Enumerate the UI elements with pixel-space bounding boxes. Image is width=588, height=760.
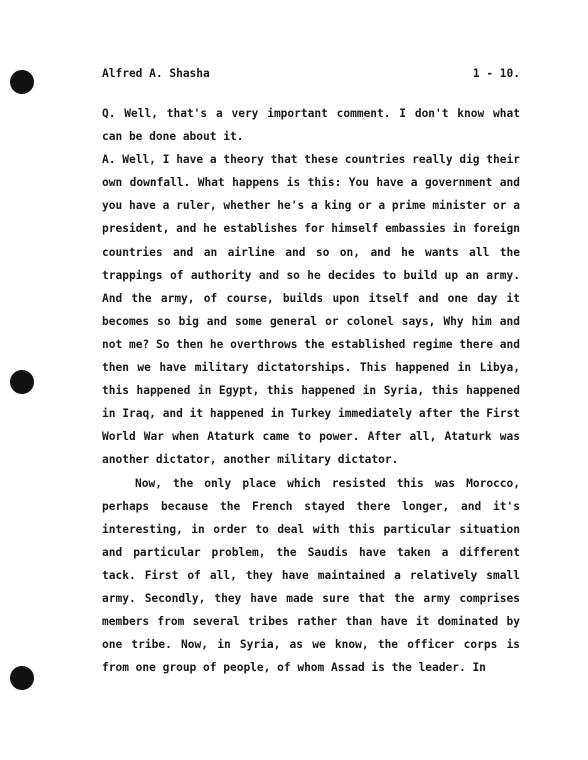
question-paragraph: Q. Well, that's a very important comment. I don't know what can be done about it. <box>102 107 520 144</box>
punch-hole-bottom <box>10 666 34 690</box>
answer-continuation-paragraph: Now, the only place which resisted this was Morocco, perhaps because the French stayed there longer, and it's interesting, in order to deal with this particular situation and particular problem, the Saudis have taken a different tack. First of all, they have maintained a relatively small army. Secondly, they have made sure that the army comprises members from several tribes rather than have it dominated by one tribe. Now, in Syria, as we know, the officer corps is from one group of people, of whom Assad is the leader. In <box>102 476 520 675</box>
page-header <box>102 64 520 84</box>
header-page-number: 1 - 10. <box>472 67 520 80</box>
transcript-page <box>102 64 520 679</box>
punch-hole-middle <box>10 370 34 394</box>
answer-paragraph: A. Well, I have a theory that these countries really dig their own downfall. What happens is this: You have a government and you have a ruler, whether he's a king or a prime minister or a president, and he establishes for himself embassies in foreign countries and an airline and so on, and he wants all the trappings of authority and so he decides to build up an army. And the army, of course, builds upon itself and one day it becomes so big and some general or colonel says, Why him and not me? So then he overthrows the established regime there and then we have military dictatorships. This happened in Libya, this happened in Egypt, this happened in Syria, this happened in Iraq, and it happened in Turkey immediately after the First World War when Ataturk came to power. After all, Ataturk was another dictator, another military dictator. <box>102 153 520 467</box>
punch-hole-top <box>10 70 34 94</box>
transcript-body <box>102 102 520 679</box>
header-author: Alfred A. Shasha <box>102 67 210 80</box>
